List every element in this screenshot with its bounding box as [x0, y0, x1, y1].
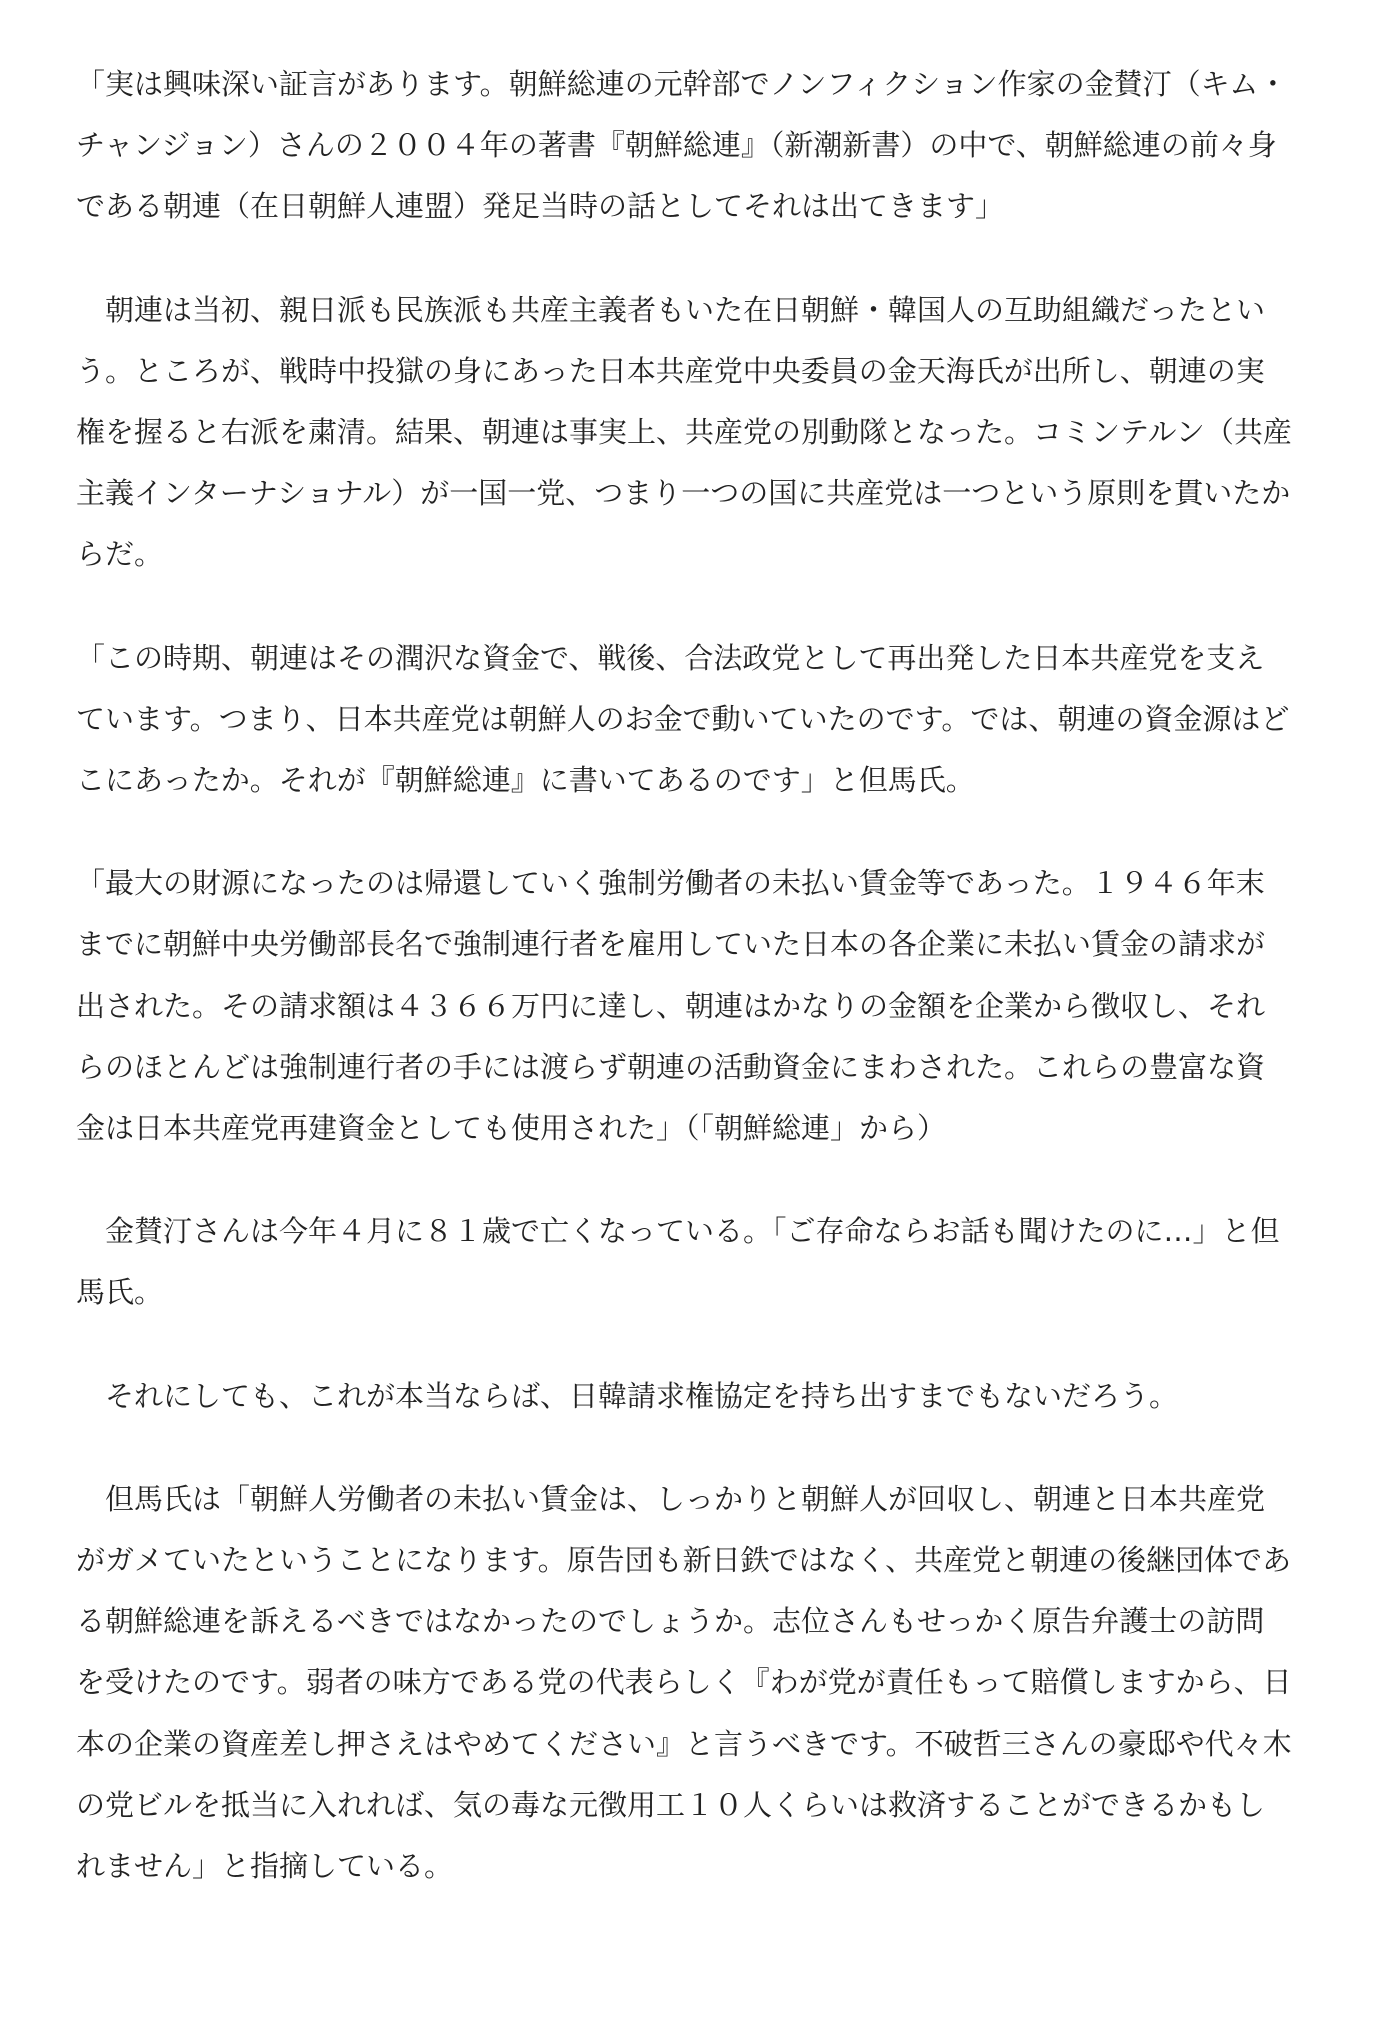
paragraph-choren-history: 朝連は当初、親日派も民族派も共産主義者もいた在日朝鮮・韓国人の互助組織だったという。ところが、戦時中投獄の身にあった日本共産党中央委員の金天海氏が出所し、朝連の実権を握ると右派を粛清。結果、朝連は事実上、共産党の別動隊となった。コミンテルン（共産主義インターナショナル）が一国一党、つまり一つの国に共産党は一つという原則を貫いたからだ。 — [76, 292, 1292, 572]
article-body — [76, 54, 1292, 1939]
paragraph-quote-book-excerpt: 「最大の財源になったのは帰還していく強制労働者の未払い賃金等であった。１９４６年末までに朝鮮中央労働部長名で強制連行者を雇用していた日本の各企業に未払い賃金の請求が出された。その請求額は４３６６万円に達し、朝連はかなりの金額を企業から徴収し、それらのほとんどは強制連行者の手には渡らず朝連の活動資金にまわされた。これらの豊富な資金は日本共産党再建資金としても使用された」（「朝鮮総連」から） — [76, 866, 1266, 1146]
paragraph-claims-agreement: それにしても、これが本当ならば、日韓請求権協定を持ち出すまでもないだろう。 — [105, 1378, 1179, 1413]
paragraph-quote-funding: 「この時期、朝連はその潤沢な資金で、戦後、合法政党として再出発した日本共産党を支えています。つまり、日本共産党は朝鮮人のお金で動いていたのです。では、朝連の資金源はどこにあったか。それが『朝鮮総連』に書いてあるのです」と但馬氏。 — [76, 640, 1290, 798]
paragraph-tajima-remarks: 但馬氏は「朝鮮人労働者の未払い賃金は、しっかりと朝鮮人が回収し、朝連と日本共産党がガメていたということになります。原告団も新日鉄ではなく、共産党と朝連の後継団体である朝鮮総連を訴えるべきではなかったのでしょうか。志位さんもせっかく原告弁護士の訪問を受けたのです。弱者の味方である党の代表らしく『わが党が責任もって賠償しますから、日本の企業の資産差し押さえはやめてください』と言うべきです。不破哲三さんの豪邸や代々木の党ビルを抵当に入れれば、気の毒な元徴用工１０人くらいは救済することができるかもしれません」と指摘している。 — [76, 1481, 1292, 1884]
paragraph-quote-testimony: 「実は興味深い証言があります。朝鮮総連の元幹部でノンフィクション作家の金賛汀（キム・チャンジョン）さんの２００４年の著書『朝鮮総連』（新潮新書）の中で、朝鮮総連の前々身である朝連（在日朝鮮人連盟）発足当時の話としてそれは出てきます」 — [76, 67, 1288, 224]
paragraph-author-passed: 金賛汀さんは今年４月に８１歳で亡くなっている。「ご存命ならお話も聞けたのに…」と但馬氏。 — [76, 1214, 1280, 1310]
